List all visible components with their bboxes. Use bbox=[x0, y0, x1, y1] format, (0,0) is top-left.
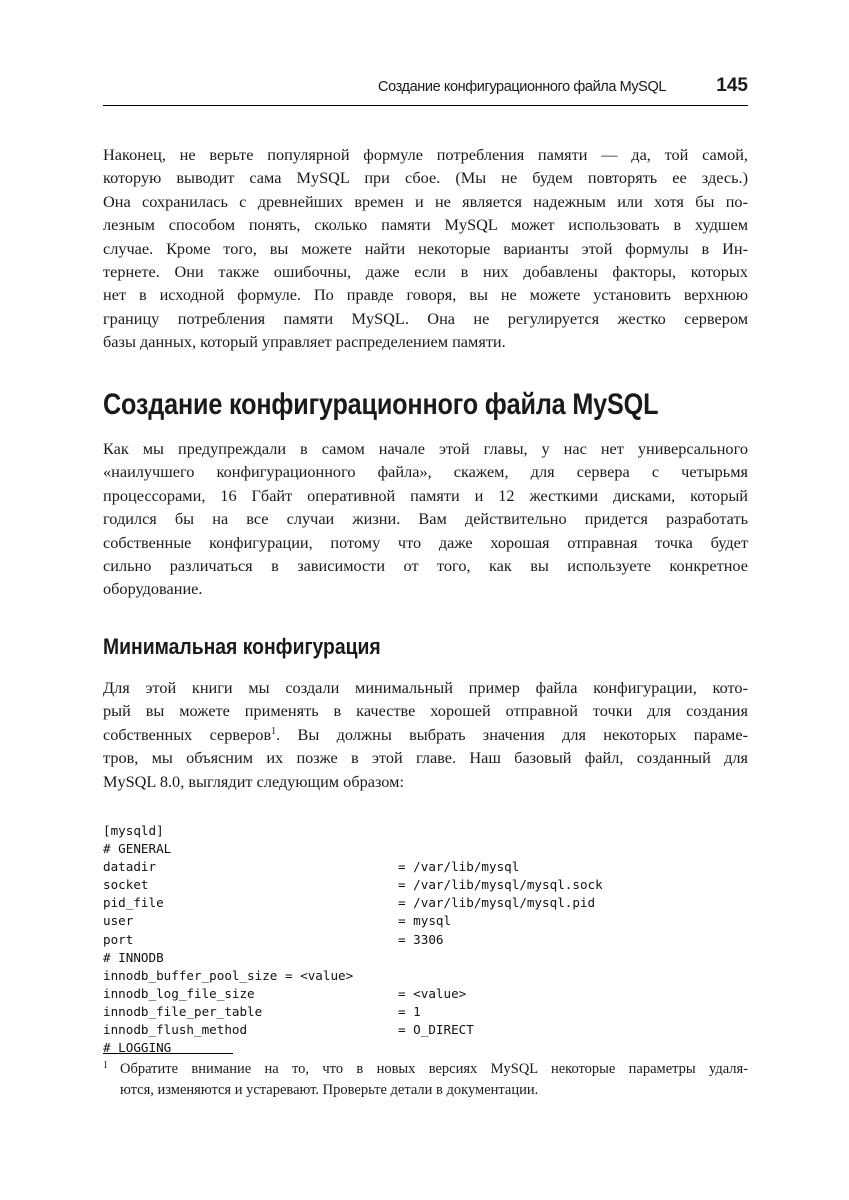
code-line bbox=[103, 931, 748, 949]
text-line: оборудование. bbox=[103, 579, 203, 599]
config-value: = /var/lib/mysql/mysql.pid bbox=[398, 895, 596, 911]
text-line: Как мы предупреждали в самом начале этой главы, у нас нет универсального bbox=[103, 439, 748, 458]
code-line bbox=[103, 876, 748, 894]
code-line bbox=[103, 967, 748, 985]
config-key: socket bbox=[103, 877, 149, 893]
text-line: тернете. Они также ошибочны, даже если в них добавлены факторы, которых bbox=[103, 262, 748, 282]
text-line: процессорами, 16 Гбайт оперативной памяти и 12 жесткими дисками, который bbox=[103, 485, 748, 505]
config-key: innodb_flush_method bbox=[103, 1022, 248, 1038]
text-line: MySQL 8.0, выглядит следующим образом: bbox=[103, 771, 404, 791]
running-header bbox=[103, 76, 748, 100]
text-fragment: собственных серверов bbox=[103, 724, 272, 744]
text-line: Наконец, не верьте популярной формуле потребления памяти — да, той самой, bbox=[103, 145, 748, 164]
paragraph-minimal-config bbox=[103, 676, 748, 793]
config-value: = mysql bbox=[398, 913, 452, 929]
config-value: = O_DIRECT bbox=[398, 1022, 474, 1038]
config-value: = /var/lib/mysql/mysql.sock bbox=[398, 877, 603, 893]
text-line: Для этой книги мы создали минимальный пример файла конфигурации, кото- bbox=[103, 678, 748, 697]
config-code-block bbox=[103, 822, 748, 1057]
paragraph-memory-formula bbox=[103, 143, 748, 354]
text-line: сильно различаться в зависимости от того, как вы используете конкретное bbox=[103, 556, 748, 576]
config-value: = <value> bbox=[398, 985, 467, 1001]
text-line: собственные конфигурации, потому что даже хорошая отправная точка будет bbox=[103, 532, 748, 552]
text-line: границу потребления памяти MySQL. Она не регулируется жестко сервером bbox=[103, 308, 748, 328]
code-line bbox=[103, 985, 748, 1003]
header-rule bbox=[103, 105, 748, 106]
config-key: # GENERAL bbox=[103, 841, 172, 857]
code-line bbox=[103, 1003, 748, 1021]
text-fragment: . Вы должны выбрать значения для некоторых параме- bbox=[276, 724, 748, 744]
footnote-rule bbox=[103, 1053, 233, 1054]
config-key: # LOGGING bbox=[103, 1040, 172, 1056]
code-line bbox=[103, 840, 748, 858]
config-value: = 3306 bbox=[398, 931, 444, 947]
text-line-with-footnote-ref bbox=[103, 723, 748, 746]
text-line: нет в исходной формуле. По правде говоря, вы не можете установить верхнюю bbox=[103, 285, 748, 305]
config-value: = /var/lib/mysql bbox=[398, 859, 520, 875]
code-line bbox=[103, 894, 748, 912]
text-line: которую выводит сама MySQL при сбое. (Мы не будем повторять ее здесь.) bbox=[103, 168, 748, 188]
text-line: рый вы можете применять в качестве хорошей отправной точки для создания bbox=[103, 701, 748, 721]
config-key: user bbox=[103, 913, 134, 929]
text-line: случае. Кроме того, вы можете найти некоторые варианты этой формулы в Ин- bbox=[103, 238, 748, 258]
text-line: тров, мы объясним их позже в этой главе. Наш базовый файл, созданный для bbox=[103, 748, 748, 768]
text-line: Она сохранилась с древнейших времен и не является надежным или хотя бы по- bbox=[103, 191, 748, 211]
footnote bbox=[103, 1059, 748, 1101]
config-key: innodb_log_file_size bbox=[103, 985, 255, 1001]
text-line: лезным способом понять, сколько памяти MySQL может использовать в худшем bbox=[103, 215, 748, 235]
footnote-reference[interactable]: 1 bbox=[271, 725, 277, 737]
code-line bbox=[103, 912, 748, 930]
config-key: pid_file bbox=[103, 895, 164, 911]
config-key: # INNODB bbox=[103, 949, 164, 965]
page-number: 145 bbox=[716, 75, 748, 96]
text-line: базы данных, который управляет распределением памяти. bbox=[103, 332, 506, 352]
config-key: datadir bbox=[103, 859, 157, 875]
code-line bbox=[103, 1021, 748, 1039]
paragraph-no-universal-config bbox=[103, 437, 748, 601]
footnote-mark: 1 bbox=[103, 1060, 108, 1071]
running-title: Создание конфигурационного файла MySQL bbox=[378, 79, 666, 95]
config-key: port bbox=[103, 931, 134, 947]
code-line bbox=[103, 949, 748, 967]
section-heading: Создание конфигурационного файла MySQL bbox=[103, 388, 659, 421]
subsection-heading: Минимальная конфигурация bbox=[103, 634, 381, 659]
config-value: = 1 bbox=[398, 1003, 421, 1019]
text-line: годился бы на все случаи жизни. Вам действительно придется разработать bbox=[103, 509, 748, 529]
text-line: «наилучшего конфигурационного файла», скажем, для сервера с четырьмя bbox=[103, 462, 748, 482]
footnote-line: ются, изменяются и устаревают. Проверьте детали в документации. bbox=[120, 1082, 539, 1098]
code-line bbox=[103, 858, 748, 876]
code-line bbox=[103, 1039, 748, 1057]
config-key: innodb_buffer_pool_size = <value> bbox=[103, 967, 354, 983]
config-key: [mysqld] bbox=[103, 823, 164, 838]
config-key: innodb_file_per_table bbox=[103, 1003, 263, 1019]
footnote-line: Обратите внимание на то, что в новых версиях MySQL некоторые параметры удаля- bbox=[120, 1061, 748, 1077]
code-line bbox=[103, 822, 748, 840]
footnote-text bbox=[120, 1059, 748, 1101]
